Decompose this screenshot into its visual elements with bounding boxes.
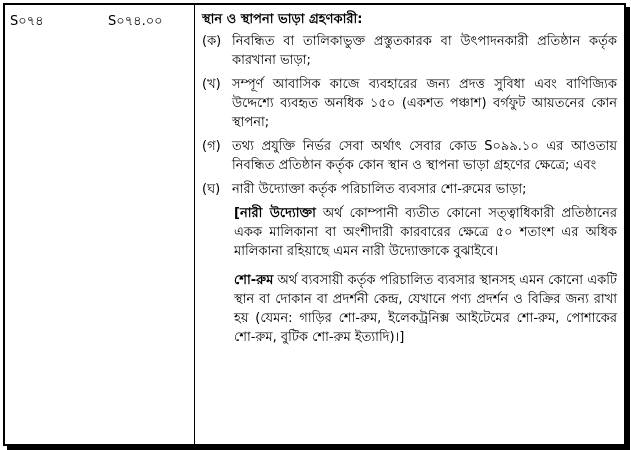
list-item-ka xyxy=(202,32,617,70)
section-title: স্থান ও স্থাপনা ভাড়া গ্রহণকারী: xyxy=(202,12,363,27)
column-divider xyxy=(194,5,195,444)
definition-text: অর্থ ব্যবসায়ী কর্তৃক পরিচালিত ব্যবসার স্থানসহ এমন কোনো একটি স্থান বা দোকান বা প্রদর্শনী কেন্দ্র, যেখানে পণ্য প্রদর্শন ও বিক্রির জন্য রাখা হয় (যেমন: গাড়ির শো-রুম, ইলেকট্রনিক্স আইটেমের শো-রুম, পোশাকের শো-রুম, বুটিক শো-রুম ইত্যাদি)।] xyxy=(234,273,617,345)
item-label: (গ) xyxy=(202,139,221,154)
definition-text: অর্থ কোম্পানী ব্যতীত কোনো সত্ত্বাধিকারী প্রতিষ্ঠানের একক মালিকানা বা অংশীদারী কারবারের ক্ষেত্রে ৫০ শতাংশ এর অধিক মালিকানা রহিয়াছে এমন নারী উদ্যোক্তাকে বুঝাইবে। xyxy=(234,206,617,259)
list-item-gha xyxy=(202,180,617,199)
definition-term: শো-রুম xyxy=(234,273,274,288)
item-text: নারী উদ্যোক্তা কর্তৃক পরিচালিত ব্যবসার শো-রুমের ভাড়া; xyxy=(232,182,527,197)
definition-women-entrepreneur xyxy=(234,204,617,261)
item-label: (ঘ) xyxy=(202,182,221,197)
definition-term: [নারী উদ্যোক্তা xyxy=(234,206,316,221)
subheading-code: S০৭৪.০০ xyxy=(108,14,163,29)
definition-showroom xyxy=(234,271,617,347)
item-label: (খ) xyxy=(202,77,221,92)
item-text: সম্পূর্ণ আবাসিক কাজে ব্যবহারের জন্য প্রদত্ত সুবিধা এবং বাণিজ্যিক উদ্দেশ্যে ব্যবহৃত অনধিক ১৫০ (একশত পঞ্চাশ) বর্গফুট আয়তনের কোন স্থাপনা; xyxy=(232,77,617,130)
frame-shadow-right xyxy=(626,7,630,448)
list-item-ga xyxy=(202,137,617,175)
heading-code: S০৭৪ xyxy=(10,14,44,29)
item-label: (ক) xyxy=(202,34,222,49)
frame-shadow-bottom xyxy=(7,446,630,450)
list-item-kha xyxy=(202,75,617,132)
item-text: নিবন্ধিত বা তালিকাভুক্ত প্রস্তুতকারক বা উৎপাদনকারী প্রতিষ্ঠান কর্তৃক কারখানা ভাড়া; xyxy=(232,34,617,68)
item-text: তথ্য প্রযুক্তি নির্ভর সেবা অর্থাৎ সেবার কোড S০৯৯.১০ এর আওতায় নিবন্ধিত প্রতিষ্ঠান কর্তৃক কোন স্থান ও স্থাপনা ভাড়া গ্রহণের ক্ষেত্রে; এবং xyxy=(232,139,617,173)
description-cell xyxy=(202,10,617,357)
table-frame xyxy=(3,3,626,446)
